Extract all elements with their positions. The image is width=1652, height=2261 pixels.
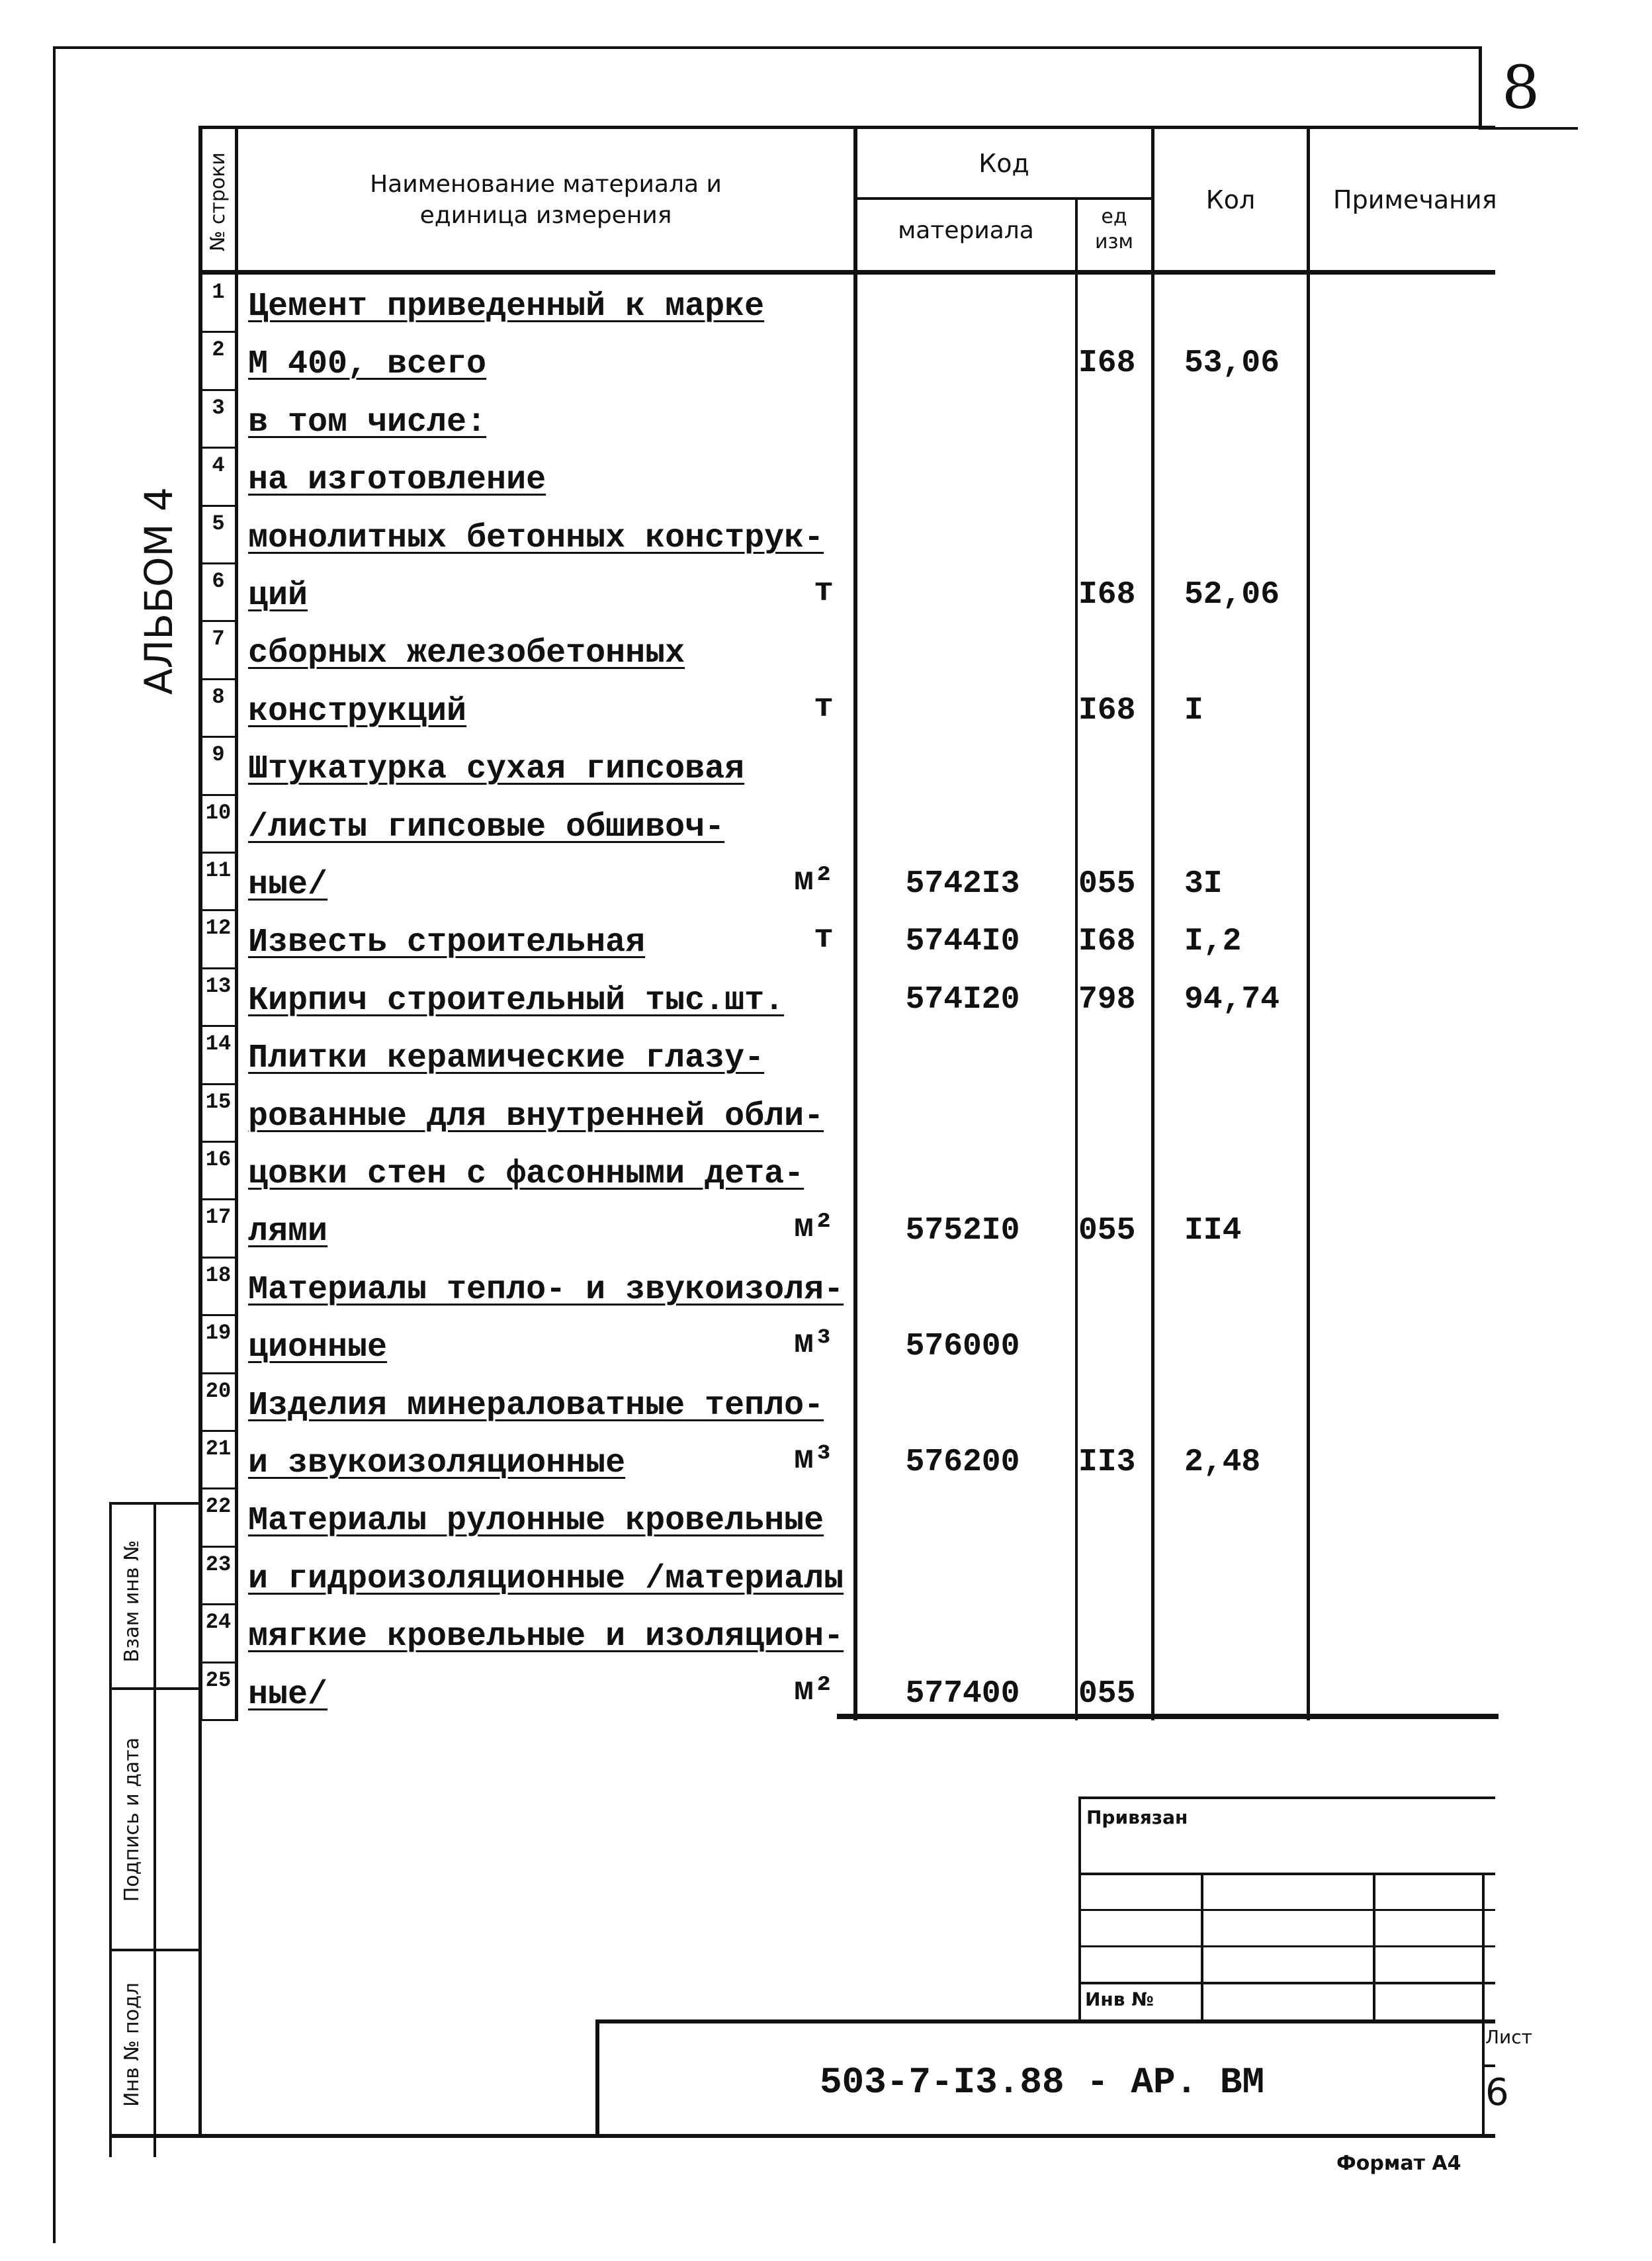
header-code-unit-line2: изм bbox=[1094, 230, 1134, 253]
row-name: ные/ bbox=[248, 866, 328, 904]
row-material-code: 5744I0 bbox=[905, 924, 1020, 959]
row-divider bbox=[198, 447, 238, 449]
row-quantity: II4 bbox=[1184, 1213, 1242, 1249]
row-unit: т bbox=[813, 573, 834, 611]
row-divider bbox=[198, 1314, 238, 1316]
stamp-line-2 bbox=[109, 1949, 202, 1951]
row-name: /листы гипсовые обшивоч- bbox=[248, 809, 725, 846]
row-name: и звукоизоляционные bbox=[248, 1444, 626, 1482]
row-number: 17 bbox=[205, 1205, 232, 1229]
row-name: цовки стен с фасонными дета- bbox=[248, 1155, 804, 1193]
row-number: 9 bbox=[212, 742, 225, 767]
row-name: Материалы тепло- и звукоизоля- bbox=[248, 1271, 844, 1309]
stamp-left-border bbox=[109, 1502, 112, 2157]
row-unit: м² bbox=[793, 1209, 834, 1247]
row-quantity: 53,06 bbox=[1184, 345, 1280, 381]
row-material-code: 576000 bbox=[905, 1329, 1020, 1364]
row-number: 19 bbox=[205, 1321, 232, 1345]
tb-line-d bbox=[1078, 1982, 1495, 1984]
row-number: 2 bbox=[212, 337, 225, 362]
tb-line-b bbox=[1078, 1909, 1495, 1911]
row-unit-code: 798 bbox=[1078, 982, 1136, 1018]
row-unit: т bbox=[813, 920, 834, 957]
row-number: 4 bbox=[212, 453, 225, 478]
tb-doc-code: 503-7-I3.88 - АР. ВМ bbox=[819, 2061, 1265, 2104]
row-number: 5 bbox=[212, 511, 225, 536]
row-name: М 400, всего bbox=[248, 345, 487, 383]
row-divider bbox=[198, 1372, 238, 1374]
tb-top-line bbox=[1078, 1796, 1495, 1799]
stamp-line-1 bbox=[109, 1687, 202, 1690]
row-divider bbox=[198, 331, 238, 333]
row-number: 1 bbox=[212, 280, 225, 304]
row-unit-code: I68 bbox=[1078, 577, 1136, 613]
row-number: 11 bbox=[205, 858, 232, 883]
row-unit-code: 055 bbox=[1078, 1676, 1136, 1712]
tb-list-label: Лист bbox=[1485, 2026, 1532, 2048]
rownum-col-border bbox=[235, 126, 238, 1720]
row-quantity: 94,74 bbox=[1184, 982, 1280, 1018]
row-quantity: 52,06 bbox=[1184, 577, 1280, 613]
row-divider bbox=[198, 852, 238, 854]
row-number: 25 bbox=[205, 1668, 232, 1693]
tb-list-line bbox=[1482, 2064, 1495, 2067]
row-material-code: 576200 bbox=[905, 1444, 1020, 1480]
row-quantity: I,2 bbox=[1184, 924, 1242, 959]
row-unit: т bbox=[813, 689, 834, 727]
row-quantity: I bbox=[1184, 693, 1203, 729]
row-divider bbox=[198, 1025, 238, 1027]
row-name: рованные для внутренней обли- bbox=[248, 1098, 824, 1135]
sheet-corner-number: 8 bbox=[1502, 53, 1540, 122]
row-unit: м² bbox=[793, 862, 834, 900]
row-number: 12 bbox=[205, 916, 232, 940]
row-material-code: 5742I3 bbox=[905, 866, 1020, 902]
tb-line-c bbox=[1078, 1945, 1495, 1947]
row-divider bbox=[198, 1487, 238, 1489]
row-divider bbox=[198, 620, 238, 622]
row-unit: м² bbox=[793, 1672, 834, 1710]
header-note: Примечания bbox=[1333, 185, 1497, 214]
row-name: монолитных бетонных конструк- bbox=[248, 519, 824, 557]
row-divider bbox=[198, 505, 238, 507]
material-col-border bbox=[1075, 199, 1078, 1720]
row-number: 10 bbox=[205, 801, 232, 825]
row-divider bbox=[198, 1083, 238, 1085]
row-unit-code: I68 bbox=[1078, 924, 1136, 959]
header-code-unit-line1: ед bbox=[1101, 205, 1127, 228]
row-name: в том числе: bbox=[248, 404, 487, 441]
row-name: ные/ bbox=[248, 1676, 328, 1714]
tb-main-top bbox=[595, 2019, 1495, 2023]
code-subheader-line bbox=[853, 197, 1151, 200]
name-col-border bbox=[853, 126, 857, 1720]
stamp-bottom-line bbox=[109, 2134, 1495, 2138]
row-unit: м³ bbox=[793, 1441, 834, 1478]
row-number: 18 bbox=[205, 1263, 232, 1288]
row-name: на изготовление bbox=[248, 461, 546, 499]
row-unit-code: 055 bbox=[1078, 866, 1136, 902]
row-name: ций bbox=[248, 577, 308, 615]
row-divider bbox=[198, 389, 238, 391]
row-name: конструкций bbox=[248, 693, 467, 731]
tb-main-left bbox=[595, 2019, 599, 2137]
row-name: Изделия минераловатные тепло- bbox=[248, 1387, 824, 1425]
row-unit-code: I68 bbox=[1078, 693, 1136, 729]
row-unit: м³ bbox=[793, 1325, 834, 1362]
tb-inv-no: Инв № bbox=[1085, 1988, 1154, 2010]
header-bottom-border bbox=[198, 270, 1495, 275]
row-number: 3 bbox=[212, 396, 225, 420]
tb-line-a bbox=[1078, 1873, 1495, 1875]
row-divider bbox=[198, 1719, 238, 1721]
stamp-right-border bbox=[198, 1717, 202, 2137]
row-number: 16 bbox=[205, 1147, 232, 1172]
row-unit-code: II3 bbox=[1078, 1444, 1136, 1480]
tb-col-1 bbox=[1201, 1873, 1203, 2021]
tb-col-2 bbox=[1373, 1873, 1375, 2021]
header-code-material: материала bbox=[898, 217, 1034, 244]
frame-left-line bbox=[53, 46, 56, 2243]
header-rownum: № строки bbox=[206, 152, 230, 251]
album-label: АЛЬБОМ 4 bbox=[136, 487, 181, 695]
stamp-podpis-data: Подпись и дата bbox=[120, 1737, 144, 1902]
stamp-top-line bbox=[109, 1502, 202, 1505]
row-divider bbox=[198, 1603, 238, 1605]
row-divider bbox=[198, 1430, 238, 1432]
tb-col-3 bbox=[1482, 1873, 1485, 2137]
header-name-line1: Наименование материала и bbox=[370, 171, 722, 198]
row-name: ционные bbox=[248, 1329, 388, 1366]
row-number: 14 bbox=[205, 1032, 232, 1056]
row-number: 21 bbox=[205, 1437, 232, 1461]
row-name: мягкие кровельные и изоляцион- bbox=[248, 1618, 844, 1656]
row-divider bbox=[198, 794, 238, 796]
stamp-mid-border bbox=[153, 1502, 156, 2157]
stamp-vzam-inv: Взам инв № bbox=[120, 1540, 144, 1663]
format-label: Формат А4 bbox=[1336, 2152, 1461, 2175]
row-name: и гидроизоляционные /материалы bbox=[248, 1560, 844, 1598]
row-divider bbox=[198, 562, 238, 564]
row-name: Цемент приведенный к марке bbox=[248, 288, 765, 326]
row-number: 13 bbox=[205, 974, 232, 998]
row-name: Штукатурка сухая гипсовая bbox=[248, 750, 745, 788]
row-divider bbox=[198, 1546, 238, 1548]
header-name-line2: единица измерения bbox=[419, 202, 672, 229]
row-number: 24 bbox=[205, 1610, 232, 1634]
row-material-code: 574I20 bbox=[905, 982, 1020, 1018]
row-quantity: 3I bbox=[1184, 866, 1223, 902]
row-material-code: 5752I0 bbox=[905, 1213, 1020, 1249]
table-bottom-border bbox=[837, 1714, 1499, 1719]
header-qty: Кол bbox=[1205, 185, 1256, 214]
row-material-code: 577400 bbox=[905, 1676, 1020, 1712]
row-number: 23 bbox=[205, 1552, 232, 1577]
row-number: 8 bbox=[212, 685, 225, 709]
row-number: 22 bbox=[205, 1494, 232, 1519]
row-number: 20 bbox=[205, 1379, 232, 1403]
row-name: Кирпич строительный тыс.шт. bbox=[248, 982, 785, 1020]
row-number: 6 bbox=[212, 569, 225, 594]
row-divider bbox=[198, 1257, 238, 1259]
corner-number-divider bbox=[1479, 46, 1482, 129]
tb-privyazan: Привязан bbox=[1086, 1806, 1188, 1828]
table-top-border bbox=[198, 126, 1495, 129]
row-divider bbox=[198, 1198, 238, 1200]
row-name: сборных железобетонных bbox=[248, 635, 685, 672]
row-name: Материалы рулонные кровельные bbox=[248, 1502, 824, 1540]
tb-list-number: 6 bbox=[1485, 2071, 1509, 2114]
row-divider bbox=[198, 967, 238, 969]
row-number: 7 bbox=[212, 627, 225, 651]
row-unit-code: I68 bbox=[1078, 345, 1136, 381]
row-name: лями bbox=[248, 1213, 328, 1251]
row-divider bbox=[198, 909, 238, 911]
row-number: 15 bbox=[205, 1090, 232, 1114]
row-unit-code: 055 bbox=[1078, 1213, 1136, 1249]
row-divider bbox=[198, 736, 238, 738]
row-name: Плитки керамические глазу- bbox=[248, 1040, 765, 1077]
frame-top-line bbox=[53, 46, 1482, 49]
row-divider bbox=[198, 678, 238, 680]
row-quantity: 2,48 bbox=[1184, 1444, 1261, 1480]
row-divider bbox=[198, 1141, 238, 1143]
row-divider bbox=[198, 1662, 238, 1663]
row-name: Известь строительная bbox=[248, 924, 646, 961]
header-code: Код bbox=[978, 149, 1029, 178]
stamp-inv-podl: Инв № подл bbox=[120, 1982, 144, 2107]
